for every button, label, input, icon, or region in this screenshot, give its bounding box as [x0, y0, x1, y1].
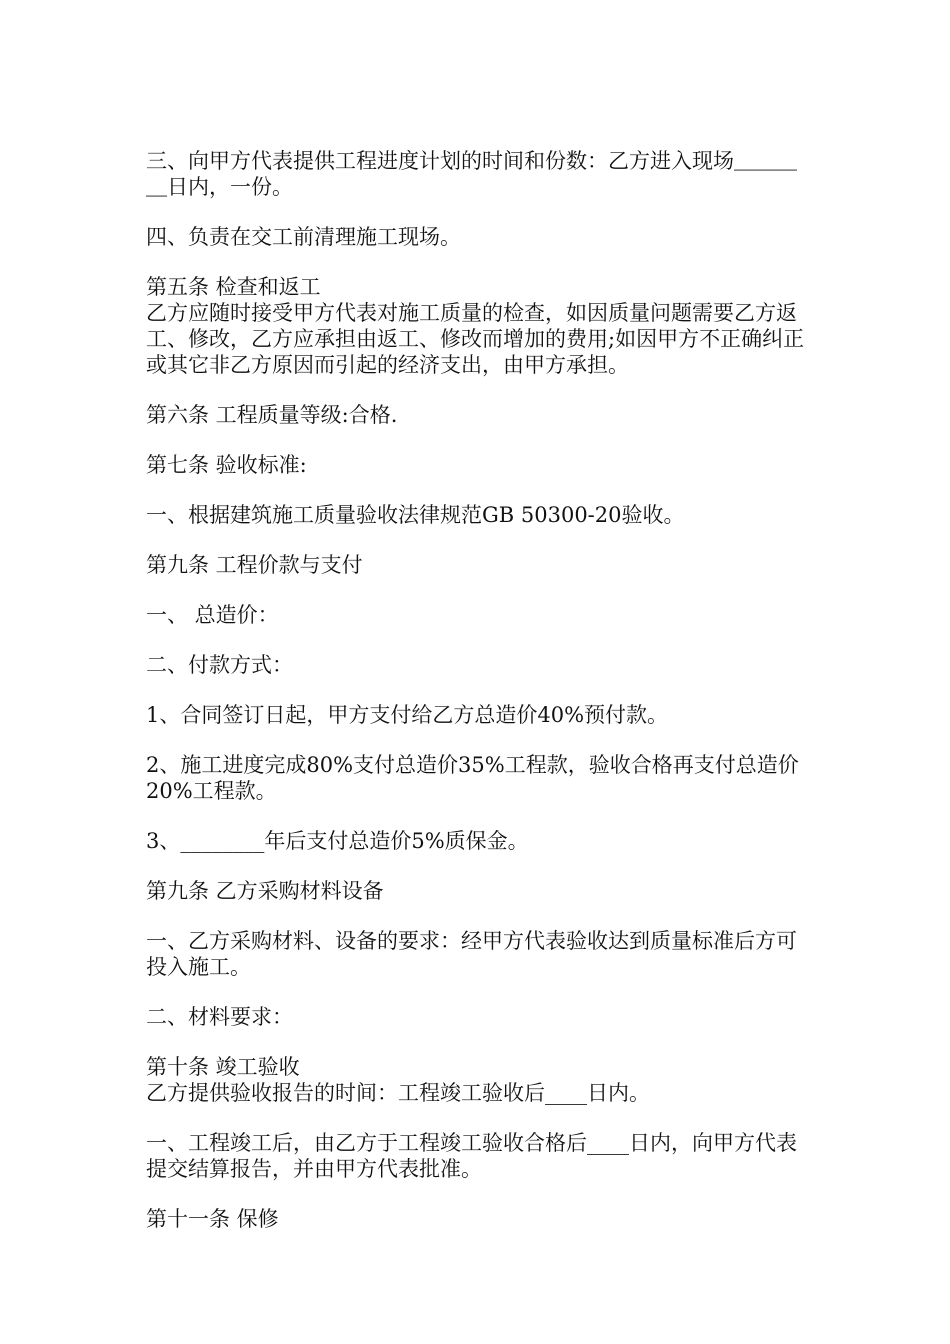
payment-step-1: 1、合同签订日起，甲方支付给乙方总造价40%预付款。	[146, 703, 669, 727]
article-5-heading: 第五条 检查和返工	[146, 275, 321, 299]
article-10-report-time: 乙方提供验收报告的时间：工程竣工验收后____日内。	[146, 1081, 650, 1105]
materials-item-1: 一、乙方采购材料、设备的要求：经甲方代表验收达到质量标准后方可投入施工。	[146, 929, 797, 979]
article-7-item-1: 一、根据建筑施工质量验收法律规范GB 50300-20验收。	[146, 503, 685, 527]
article-10-heading: 第十条 竣工验收	[146, 1055, 300, 1079]
article-9-price-heading: 第九条 工程价款与支付	[146, 553, 363, 577]
article-6-heading: 第六条 工程质量等级:合格.	[146, 403, 398, 427]
total-price-item: 一、 总造价：	[146, 603, 279, 627]
clause-4-cleanup: 四、负责在交工前清理施工现场。	[146, 225, 461, 249]
clause-3-schedule: 三、向甲方代表提供工程进度计划的时间和份数：乙方进入现场＿＿＿＿日内，一份。	[146, 149, 797, 199]
article-10-item-1: 一、工程竣工后，由乙方于工程竣工验收合格后____日内，向甲方代表提交结算报告，并由甲方代表批准。	[146, 1131, 797, 1181]
document-body	[146, 148, 811, 1256]
article-11-heading: 第十一条 保修	[146, 1207, 279, 1231]
article-9-materials-heading: 第九条 乙方采购材料设备	[146, 879, 384, 903]
payment-step-2: 2、施工进度完成80%支付总造价35%工程款，验收合格再支付总造价20%工程款。	[146, 753, 799, 803]
materials-item-2: 二、材料要求：	[146, 1005, 293, 1029]
payment-method-item: 二、付款方式：	[146, 653, 293, 677]
payment-step-3: 3、________年后支付总造价5%质保金。	[146, 829, 529, 853]
article-5-text: 乙方应随时接受甲方代表对施工质量的检查，如因质量问题需要乙方返工、修改，乙方应承担由返工、修改而增加的费用;如因甲方不正确纠正或其它非乙方原因而引起的经济支出，由甲方承担。	[146, 301, 805, 377]
article-7-heading: 第七条 验收标准:	[146, 453, 307, 477]
